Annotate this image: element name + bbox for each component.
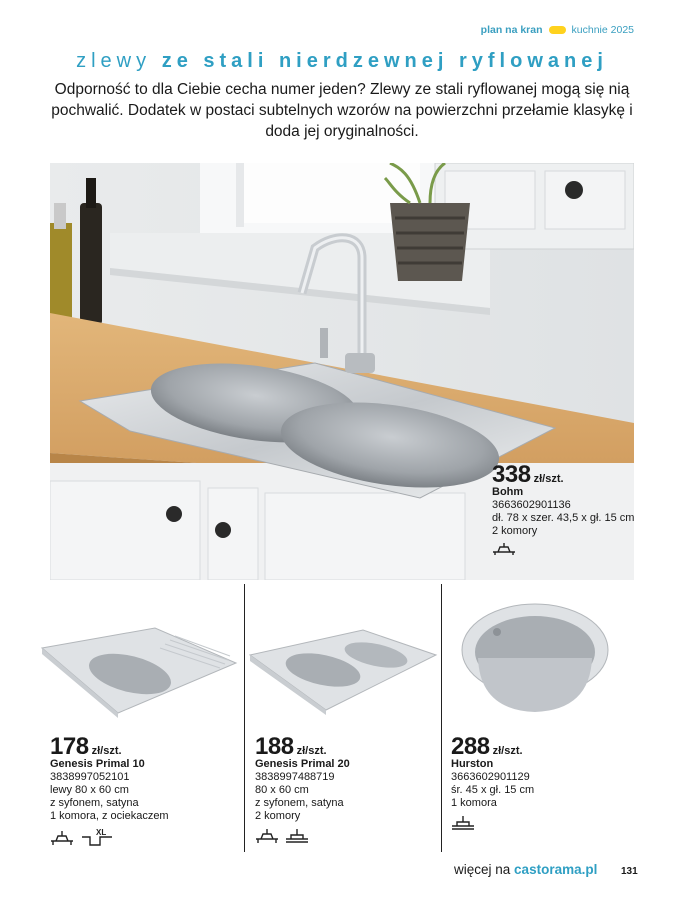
- featured-chambers: 2 komory: [492, 525, 538, 537]
- product-price: 288: [451, 733, 490, 760]
- featured-code: 3663602901136: [492, 499, 571, 511]
- product-price: 178: [50, 733, 89, 760]
- product-unit: zł/szt.: [492, 745, 523, 757]
- product-spec: 2 komory: [255, 810, 301, 822]
- product-spec: śr. 45 x gł. 15 cm: [451, 784, 535, 796]
- product-name[interactable]: Hurston: [451, 758, 494, 770]
- page-title: [0, 50, 684, 73]
- product-spec: z syfonem, satyna: [255, 797, 344, 809]
- hurston-photo: [460, 600, 610, 718]
- footer-site[interactable]: castorama.pl: [514, 862, 598, 877]
- product-spec: lewy 80 x 60 cm: [50, 784, 129, 796]
- breadcrumb-section[interactable]: plan na kran: [480, 24, 543, 36]
- breadcrumb-separator-icon: [549, 26, 566, 34]
- product-price: 188: [255, 733, 294, 760]
- product-code: 3663602901129: [451, 771, 530, 783]
- featured-product: [492, 461, 635, 556]
- drop-in-mount-icon: [285, 827, 309, 845]
- intro-text: Odporność to dla Ciebie cecha numer jeden? Zlewy ze stali ryflowanej mogą się nią pochwalić. Dodatek w postaci subtelnych wzorów na powierzchni przełamie klasykę i doda jej oryginalności.: [51, 81, 633, 140]
- column-divider: [244, 584, 245, 852]
- product-spec: 1 komora: [451, 797, 497, 809]
- svg-text:XL: XL: [96, 828, 107, 837]
- product-name[interactable]: Genesis Primal 20: [255, 758, 350, 770]
- product-hurston: [451, 733, 535, 832]
- product-spec: 80 x 60 cm: [255, 784, 309, 796]
- countertop-mount-icon: [492, 542, 516, 556]
- breadcrumb: [481, 24, 634, 36]
- drop-in-mount-icon: [451, 814, 475, 832]
- breadcrumb-chapter[interactable]: kuchnie 2025: [571, 24, 634, 36]
- product-spec: z syfonem, satyna: [50, 797, 139, 809]
- featured-unit: zł/szt.: [533, 473, 564, 485]
- genesis-primal-10-photo: [40, 618, 238, 718]
- column-divider: [441, 584, 442, 852]
- title-bold: ze stali nierdzewnej ryflowanej: [161, 50, 608, 72]
- product-genesis-primal-20: [255, 733, 350, 845]
- product-name[interactable]: Genesis Primal 10: [50, 758, 145, 770]
- product-code: 3838997052101: [50, 771, 130, 783]
- title-light: zlewy: [76, 50, 152, 72]
- xl-siphon-icon: [80, 827, 114, 847]
- product-spec: 1 komora, z ociekaczem: [50, 810, 169, 822]
- product-unit: zł/szt.: [91, 745, 122, 757]
- countertop-mount-icon: [255, 827, 279, 845]
- featured-dims: dł. 78 x szer. 43,5 x gł. 15 cm: [492, 512, 635, 524]
- countertop-mount-icon: [50, 829, 74, 847]
- footer-link[interactable]: [454, 862, 597, 877]
- footer-prefix: więcej na: [454, 862, 511, 877]
- genesis-primal-20-photo: [248, 625, 438, 715]
- page-number: 131: [621, 866, 638, 877]
- featured-name[interactable]: Bohm: [492, 486, 524, 498]
- featured-price: 338: [492, 461, 531, 488]
- product-code: 3838997488719: [255, 771, 335, 783]
- product-genesis-primal-10: [50, 733, 169, 847]
- product-unit: zł/szt.: [296, 745, 327, 757]
